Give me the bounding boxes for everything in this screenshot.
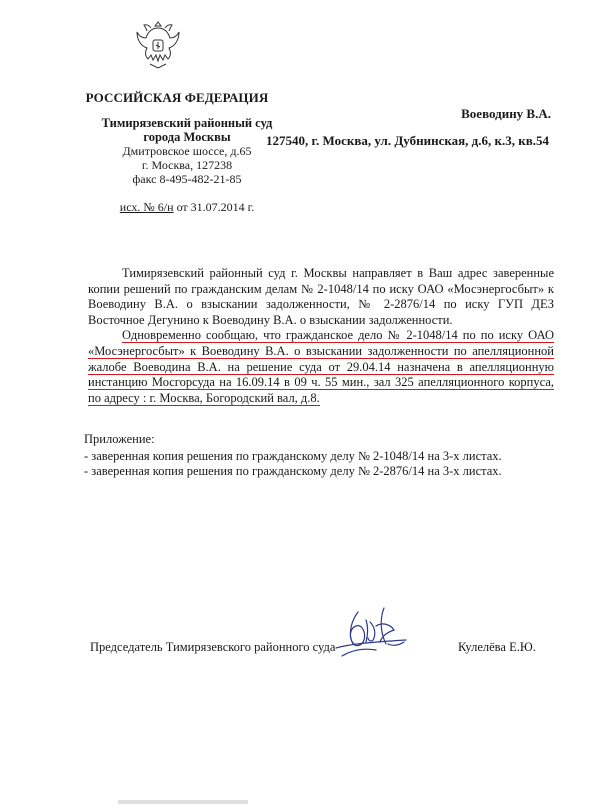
court-name <box>80 116 294 144</box>
letter-body <box>88 266 554 406</box>
outgoing-reference <box>80 200 294 215</box>
court-fax: факс 8-495-482-21-85 <box>132 172 242 186</box>
handwritten-signature-icon <box>328 600 414 670</box>
sender-block <box>80 90 294 215</box>
reference-number: исх. № 6/н <box>119 200 174 214</box>
highlighted-notice: Одновременно сообщаю, что гражданское дело № 2-1048/14 по по иску ОАО «Мосэнергосбыт» к Воеводину В.А. о взыскании задолженности по апелляционной жалобе Воеводина В.А. на решение суда от 29.04.14 назначена в апелляционную инстанцию Мосгорсуда на 16.09.14 в 09 ч. 55 мин., зал 325 апелляционного корпуса, по адресу : г. Москва, Богородский вал, д.8. <box>88 328 554 405</box>
signatory-name: Кулелёва Е.Ю. <box>458 640 536 654</box>
attachment-item: - заверенная копия решения по гражданскому делу № 2-1048/14 на 3-х листах. <box>84 448 502 463</box>
court-street: Дмитровское шоссе, д.65 <box>122 144 252 158</box>
court-name-line1: Тимирязевский районный суд <box>101 116 273 130</box>
coat-of-arms-icon <box>134 18 182 72</box>
attachments-section <box>84 432 502 480</box>
footer-scan-mark <box>118 800 248 804</box>
addressee-name: Воеводину В.А. <box>461 106 551 121</box>
body-paragraph-2 <box>88 328 554 406</box>
addressee-address: 127540, г. Москва, ул. Дубнинская, д.6, к.3, кв.54 <box>266 133 549 148</box>
attachment-item: - заверенная копия решения по гражданскому делу № 2-2876/14 на 3-х листах. <box>84 464 502 478</box>
court-city: г. Москва, 127238 <box>141 158 233 172</box>
body-paragraph-1: Тимирязевский районный суд г. Москвы направляет в Ваш адрес заверенные копии решений по гражданским делам № 2-1048/14 по иску ОАО «Мосэнергосбыт» к Воеводину В.А. о взыскании задолженности, № 2-2876/14 по иску ГУП ДЕЗ Восточное Дегунино к Воеводину В.А. о взыскании задолженности. <box>88 266 554 327</box>
reference-date: от 31.07.2014 г. <box>173 200 255 214</box>
country-heading: РОССИЙСКАЯ ФЕДЕРАЦИЯ <box>85 90 269 105</box>
court-name-line2: города Москвы <box>143 130 231 144</box>
attachments-title: Приложение: <box>84 432 155 446</box>
attachments-list <box>84 449 502 480</box>
signatory-role: Председатель Тимирязевского районного суда <box>90 640 336 654</box>
